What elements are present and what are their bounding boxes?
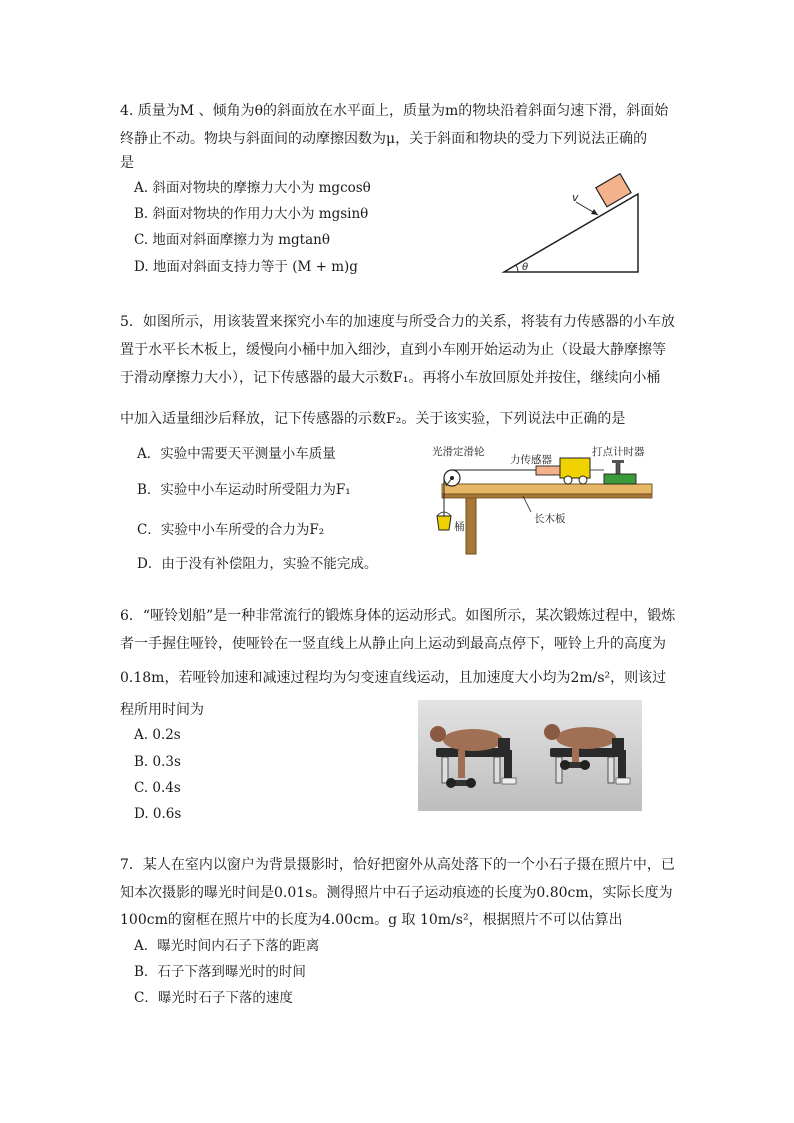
q7-option-c[interactable]: C．曝光时石子下落的速度 xyxy=(134,990,293,1006)
q5-option-a[interactable]: A．实验中需要天平测量小车质量 xyxy=(137,446,336,462)
dumbbell-row-photo xyxy=(418,700,642,811)
q7-line-3: 100cm的窗框在照片中的长度为4.00cm。g 取 10m/s²，根据照片不可以估算出 xyxy=(120,912,623,928)
table-edge xyxy=(442,494,652,498)
cart-wheel xyxy=(579,476,587,484)
incline-triangle xyxy=(504,194,638,272)
bucket-label: 桶 xyxy=(454,521,465,533)
cart-wheel xyxy=(564,476,572,484)
q5-line-4: 中加入适量细沙后释放，记下传感器的示数F₂。关于该实验，下列说法中正确的是 xyxy=(120,411,626,427)
q4-option-a[interactable]: A. 斜面对物块的摩擦力大小为 mgcosθ xyxy=(134,180,371,196)
bucket xyxy=(437,516,451,530)
q4-option-c[interactable]: C. 地面对斜面摩擦力为 mgtanθ xyxy=(134,232,330,248)
q5-option-c[interactable]: C．实验中小车所受的合力为F₂ xyxy=(137,522,325,538)
board-label: 长木板 xyxy=(534,513,566,525)
q4-line-1: 4. 质量为M 、倾角为θ的斜面放在水平面上，质量为m的物块沿着斜面匀速下滑，斜面始 xyxy=(120,103,669,119)
q4-line-3: 是 xyxy=(120,155,134,171)
ticker-timer xyxy=(604,474,636,484)
incline-figure xyxy=(498,160,648,278)
q6-option-b[interactable]: B. 0.3s xyxy=(134,754,181,770)
q6-line-2: 者一手握住哑铃，使哑铃在一竖直线上从静止向上运动到最高点停下，哑铃上升的高度为 xyxy=(120,636,666,652)
force-sensor xyxy=(536,466,560,475)
long-board xyxy=(442,484,652,494)
q7-line-1: 7．某人在室内以窗户为背景摄影时，恰好把窗外从高处落下的一个小石子摄在照片中，已 xyxy=(120,857,675,873)
cart xyxy=(560,458,590,478)
table-leg xyxy=(466,494,476,554)
pulley-label: 光滑定滑轮 xyxy=(432,446,485,458)
q5-line-3: 于滑动摩擦力大小），记下传感器的最大示数F₁。再将小车放回原处并按住，继续向小桶 xyxy=(120,370,661,386)
q6-line-3: 0.18m，若哑铃加速和减速过程均为匀变速直线运动，且加速度大小均为2m/s²，则该过 xyxy=(120,670,667,686)
q4-line-2: 终静止不动。物块与斜面间的动摩擦因数为μ，关于斜面和物块的受力下列说法正确的 xyxy=(120,131,648,147)
theta-label: θ xyxy=(522,262,529,273)
q4-option-b[interactable]: B. 斜面对物块的作用力大小为 mgsinθ xyxy=(134,206,369,222)
q5-option-b[interactable]: B．实验中小车运动时所受阻力为F₁ xyxy=(137,482,351,498)
velocity-label: v xyxy=(572,191,579,204)
q4-option-d[interactable]: D. 地面对斜面支持力等于 (M + m)g xyxy=(134,259,358,275)
timer-label: 打点计时器 xyxy=(592,446,645,458)
q6-line-4: 程所用时间为 xyxy=(120,702,204,718)
q5-line-1: 5．如图所示，用该装置来探究小车的加速度与所受合力的关系，将装有力传感器的小车放 xyxy=(120,314,675,330)
q7-option-b[interactable]: B．石子下落到曝光时的时间 xyxy=(134,964,306,980)
q5-line-2: 置于水平长木板上，缓慢向小桶中加入细沙，直到小车刚开始运动为止（设最大静摩擦等 xyxy=(120,342,666,358)
q7-line-2: 知本次摄影的曝光时间是0.01s。测得照片中石子运动痕迹的长度为0.80cm，实际长度为 xyxy=(120,885,673,901)
q5-option-d[interactable]: D．由于没有补偿阻力，实验不能完成。 xyxy=(137,556,378,572)
q7-option-a[interactable]: A．曝光时间内石子下落的距离 xyxy=(134,938,320,954)
angle-arc xyxy=(516,265,518,272)
sensor-label: 力传感器 xyxy=(510,454,552,466)
q6-option-a[interactable]: A. 0.2s xyxy=(134,727,181,743)
cart-apparatus-figure xyxy=(428,440,662,558)
q6-option-d[interactable]: D. 0.6s xyxy=(134,806,182,822)
q6-option-c[interactable]: C. 0.4s xyxy=(134,780,181,796)
q6-line-1: 6．“哑铃划船”是一种非常流行的锻炼身体的运动形式。如图所示，某次锻炼过程中，锻炼 xyxy=(120,608,676,624)
